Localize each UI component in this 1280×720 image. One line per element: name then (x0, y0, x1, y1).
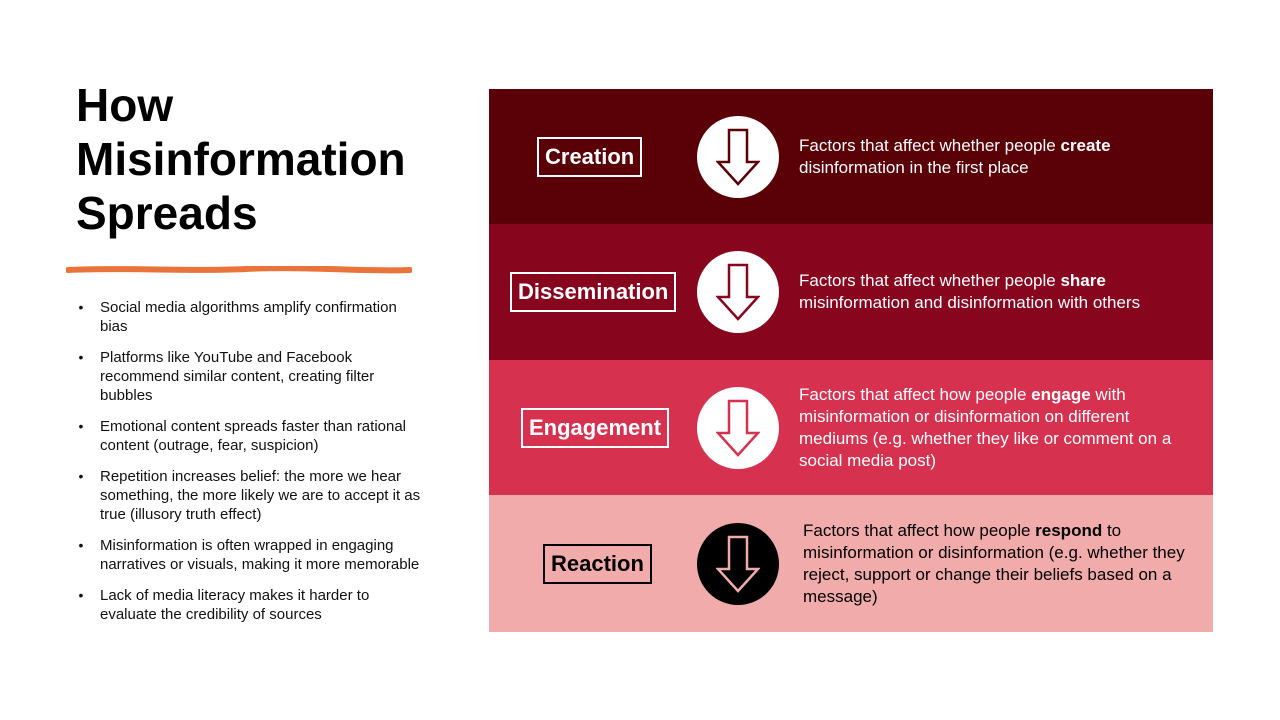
bullet-dot: • (78, 468, 84, 484)
bullet-text: Platforms like YouTube and Facebook recommend similar content, creating filter bubbles (100, 349, 375, 404)
slide-title (76, 78, 456, 240)
bullet-item (76, 586, 426, 624)
stage-label-dissemination: Dissemination (510, 272, 676, 312)
arrow-down-icon (697, 251, 779, 333)
stage-label-engagement: Engagement (521, 408, 669, 448)
bullet-text: Social media algorithms amplify confirmation bias (100, 299, 397, 335)
title-line-3: Spreads (76, 187, 258, 239)
stage-row-creation (489, 89, 1213, 224)
stage-row-reaction (489, 495, 1213, 632)
bullet-dot: • (78, 299, 84, 315)
title-underline (66, 266, 412, 274)
bullet-dot: • (78, 418, 84, 434)
bullet-text: Emotional content spreads faster than rational content (outrage, fear, suspicion) (100, 418, 407, 454)
title-line-2: Misinformation (76, 133, 406, 185)
stage-desc-reaction: Factors that affect how people respond to misinformation or disinformation (e.g. whether they reject, support or change their beliefs based on a message) (803, 520, 1185, 606)
arrow-down-icon (697, 387, 779, 469)
bullet-item (76, 417, 426, 455)
bullet-item (76, 536, 426, 574)
bullet-text: Misinformation is often wrapped in engaging narratives or visuals, making it more memorable (100, 537, 420, 573)
stage-desc-dissemination: Factors that affect whether people share misinformation and disinformation with others (799, 271, 1141, 312)
bullet-item (76, 298, 426, 336)
bullet-text: Lack of media literacy makes it harder to evaluate the credibility of sources (100, 587, 370, 623)
bullet-dot: • (78, 349, 84, 365)
bullet-list (76, 298, 426, 636)
bullet-item (76, 467, 426, 524)
stage-row-dissemination (489, 224, 1213, 360)
bullet-item (76, 348, 426, 405)
stage-desc-creation: Factors that affect whether people create disinformation in the first place (799, 135, 1111, 177)
bullet-dot: • (78, 587, 84, 603)
stage-desc-engagement: Factors that affect how people engage with misinformation or disinformation on different mediums (e.g. whether they like or comment on a social media post) (799, 384, 1172, 470)
arrow-down-icon (697, 523, 779, 605)
bullet-dot: • (78, 537, 84, 553)
stages-diagram (489, 89, 1213, 632)
stage-row-engagement (489, 360, 1213, 495)
arrow-down-icon (697, 116, 779, 198)
stage-label-creation: Creation (537, 137, 642, 177)
title-line-1: How (76, 79, 174, 131)
stage-label-reaction: Reaction (543, 544, 652, 584)
bullet-text: Repetition increases belief: the more we hear something, the more likely we are to accept it as true (illusory truth effect) (100, 468, 421, 523)
